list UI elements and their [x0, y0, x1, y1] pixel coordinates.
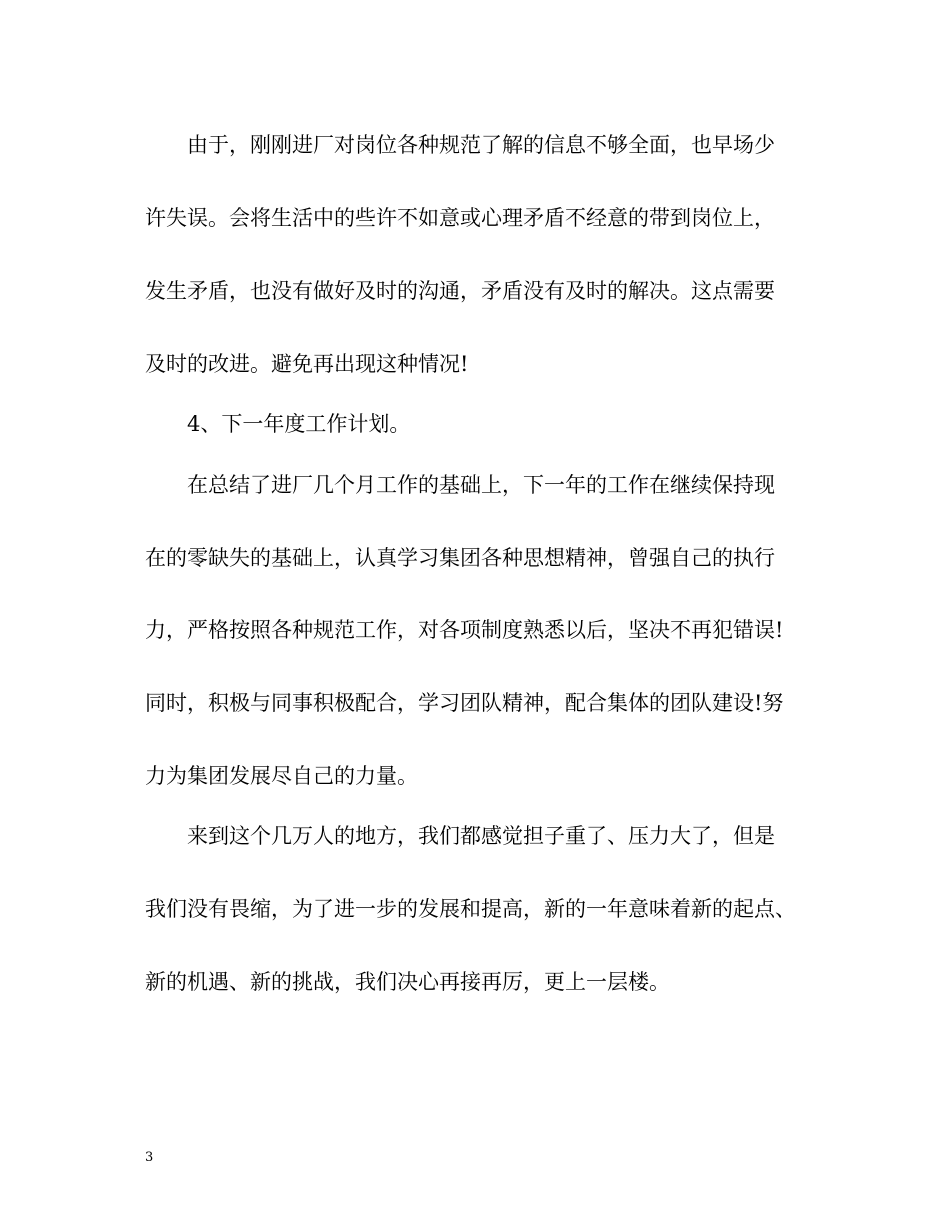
text-line: 及时的改进。避免再出现这种情况!	[145, 352, 469, 376]
text-line: 力，严格按照各种规范工作，对各项制度熟悉以后，坚决不再犯错误!	[145, 618, 784, 642]
text-line: 新的机遇、新的挑战，我们决心再接再厉，更上一层楼。	[145, 970, 670, 994]
text-line: 由于，刚刚进厂对岗位各种规范了解的信息不够全面，也早场少	[187, 133, 775, 157]
section-heading: 4、下一年度工作计划。	[187, 412, 411, 436]
text-line: 同时，积极与同事积极配合，学习团队精神，配合集体的团队建设!努	[145, 691, 784, 715]
text-line: 许失误。会将生活中的些许不如意或心理矛盾不经意的带到岗位上，	[145, 206, 775, 230]
text-line: 在的零缺失的基础上，认真学习集团各种思想精神，曾强自己的执行	[145, 546, 775, 570]
text-line: 我们没有畏缩，为了进一步的发展和提高，新的一年意味着新的起点、	[145, 897, 796, 921]
page-number: 3	[145, 1150, 154, 1165]
text-line: 来到这个几万人的地方，我们都感觉担子重了、压力大了，但是	[187, 824, 775, 848]
text-line: 发生矛盾，也没有做好及时的沟通，矛盾没有及时的解决。这点需要	[145, 279, 775, 303]
text-line: 在总结了进厂几个月工作的基础上，下一年的工作在继续保持现	[187, 473, 775, 497]
text-line: 力为集团发展尽自己的力量。	[145, 764, 418, 788]
